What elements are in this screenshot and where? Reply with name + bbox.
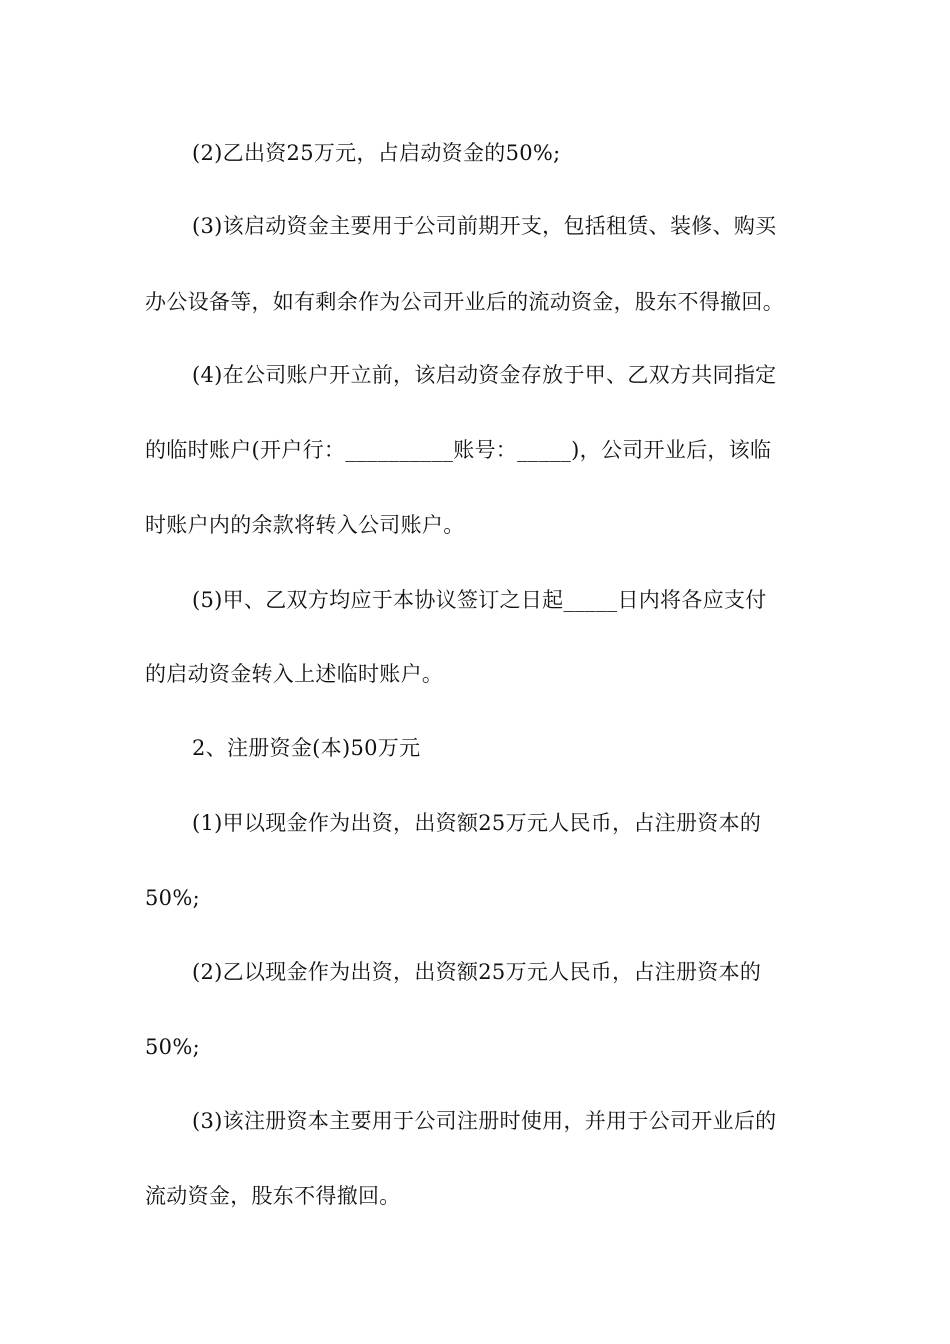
- paragraph-line: [0, 803, 950, 843]
- line-text: 时账户内的余款将转入公司账户。: [145, 513, 465, 537]
- line-text: 50%;: [145, 1035, 200, 1059]
- line-text: 的启动资金转入上述临时账户。: [145, 662, 444, 686]
- paragraph-line: [0, 878, 950, 918]
- line-text: (3)该注册资本主要用于公司注册时使用，并用于公司开业后的: [192, 1109, 777, 1133]
- section-heading: [0, 728, 950, 768]
- line-text: 的临时账户(开户行：__________账号：_____)，公司开业后，该临: [145, 438, 772, 462]
- line-text: 流动资金，股东不得撤回。: [145, 1184, 401, 1208]
- paragraph-line: [0, 430, 950, 470]
- line-text: 办公设备等，如有剩余作为公司开业后的流动资金，股东不得撤回。: [145, 290, 784, 314]
- line-text: (4)在公司账户开立前，该启动资金存放于甲、乙双方共同指定: [192, 363, 777, 387]
- paragraph-line: [0, 355, 950, 395]
- paragraph-line: [0, 282, 950, 322]
- paragraph-line: [0, 1101, 950, 1141]
- line-text: (1)甲以现金作为出资，出资额25万元人民币，占注册资本的: [192, 811, 762, 835]
- paragraph-line: [0, 580, 950, 620]
- paragraph-line: [0, 1027, 950, 1067]
- paragraph-line: [0, 1176, 950, 1216]
- line-text: (2)乙以现金作为出资，出资额25万元人民币，占注册资本的: [192, 960, 762, 984]
- paragraph-line: [0, 505, 950, 545]
- paragraph-line: [0, 206, 950, 246]
- line-text: (2)乙出资25万元，占启动资金的50%;: [192, 141, 561, 165]
- paragraph-line: [0, 133, 950, 173]
- line-text: (5)甲、乙双方均应于本协议签订之日起_____日内将各应支付: [192, 588, 767, 612]
- line-text: 2、注册资金(本)50万元: [192, 736, 421, 760]
- paragraph-line: [0, 654, 950, 694]
- line-text: 50%;: [145, 886, 200, 910]
- line-text: (3)该启动资金主要用于公司前期开支，包括租赁、装修、购买: [192, 214, 777, 238]
- paragraph-line: [0, 952, 950, 992]
